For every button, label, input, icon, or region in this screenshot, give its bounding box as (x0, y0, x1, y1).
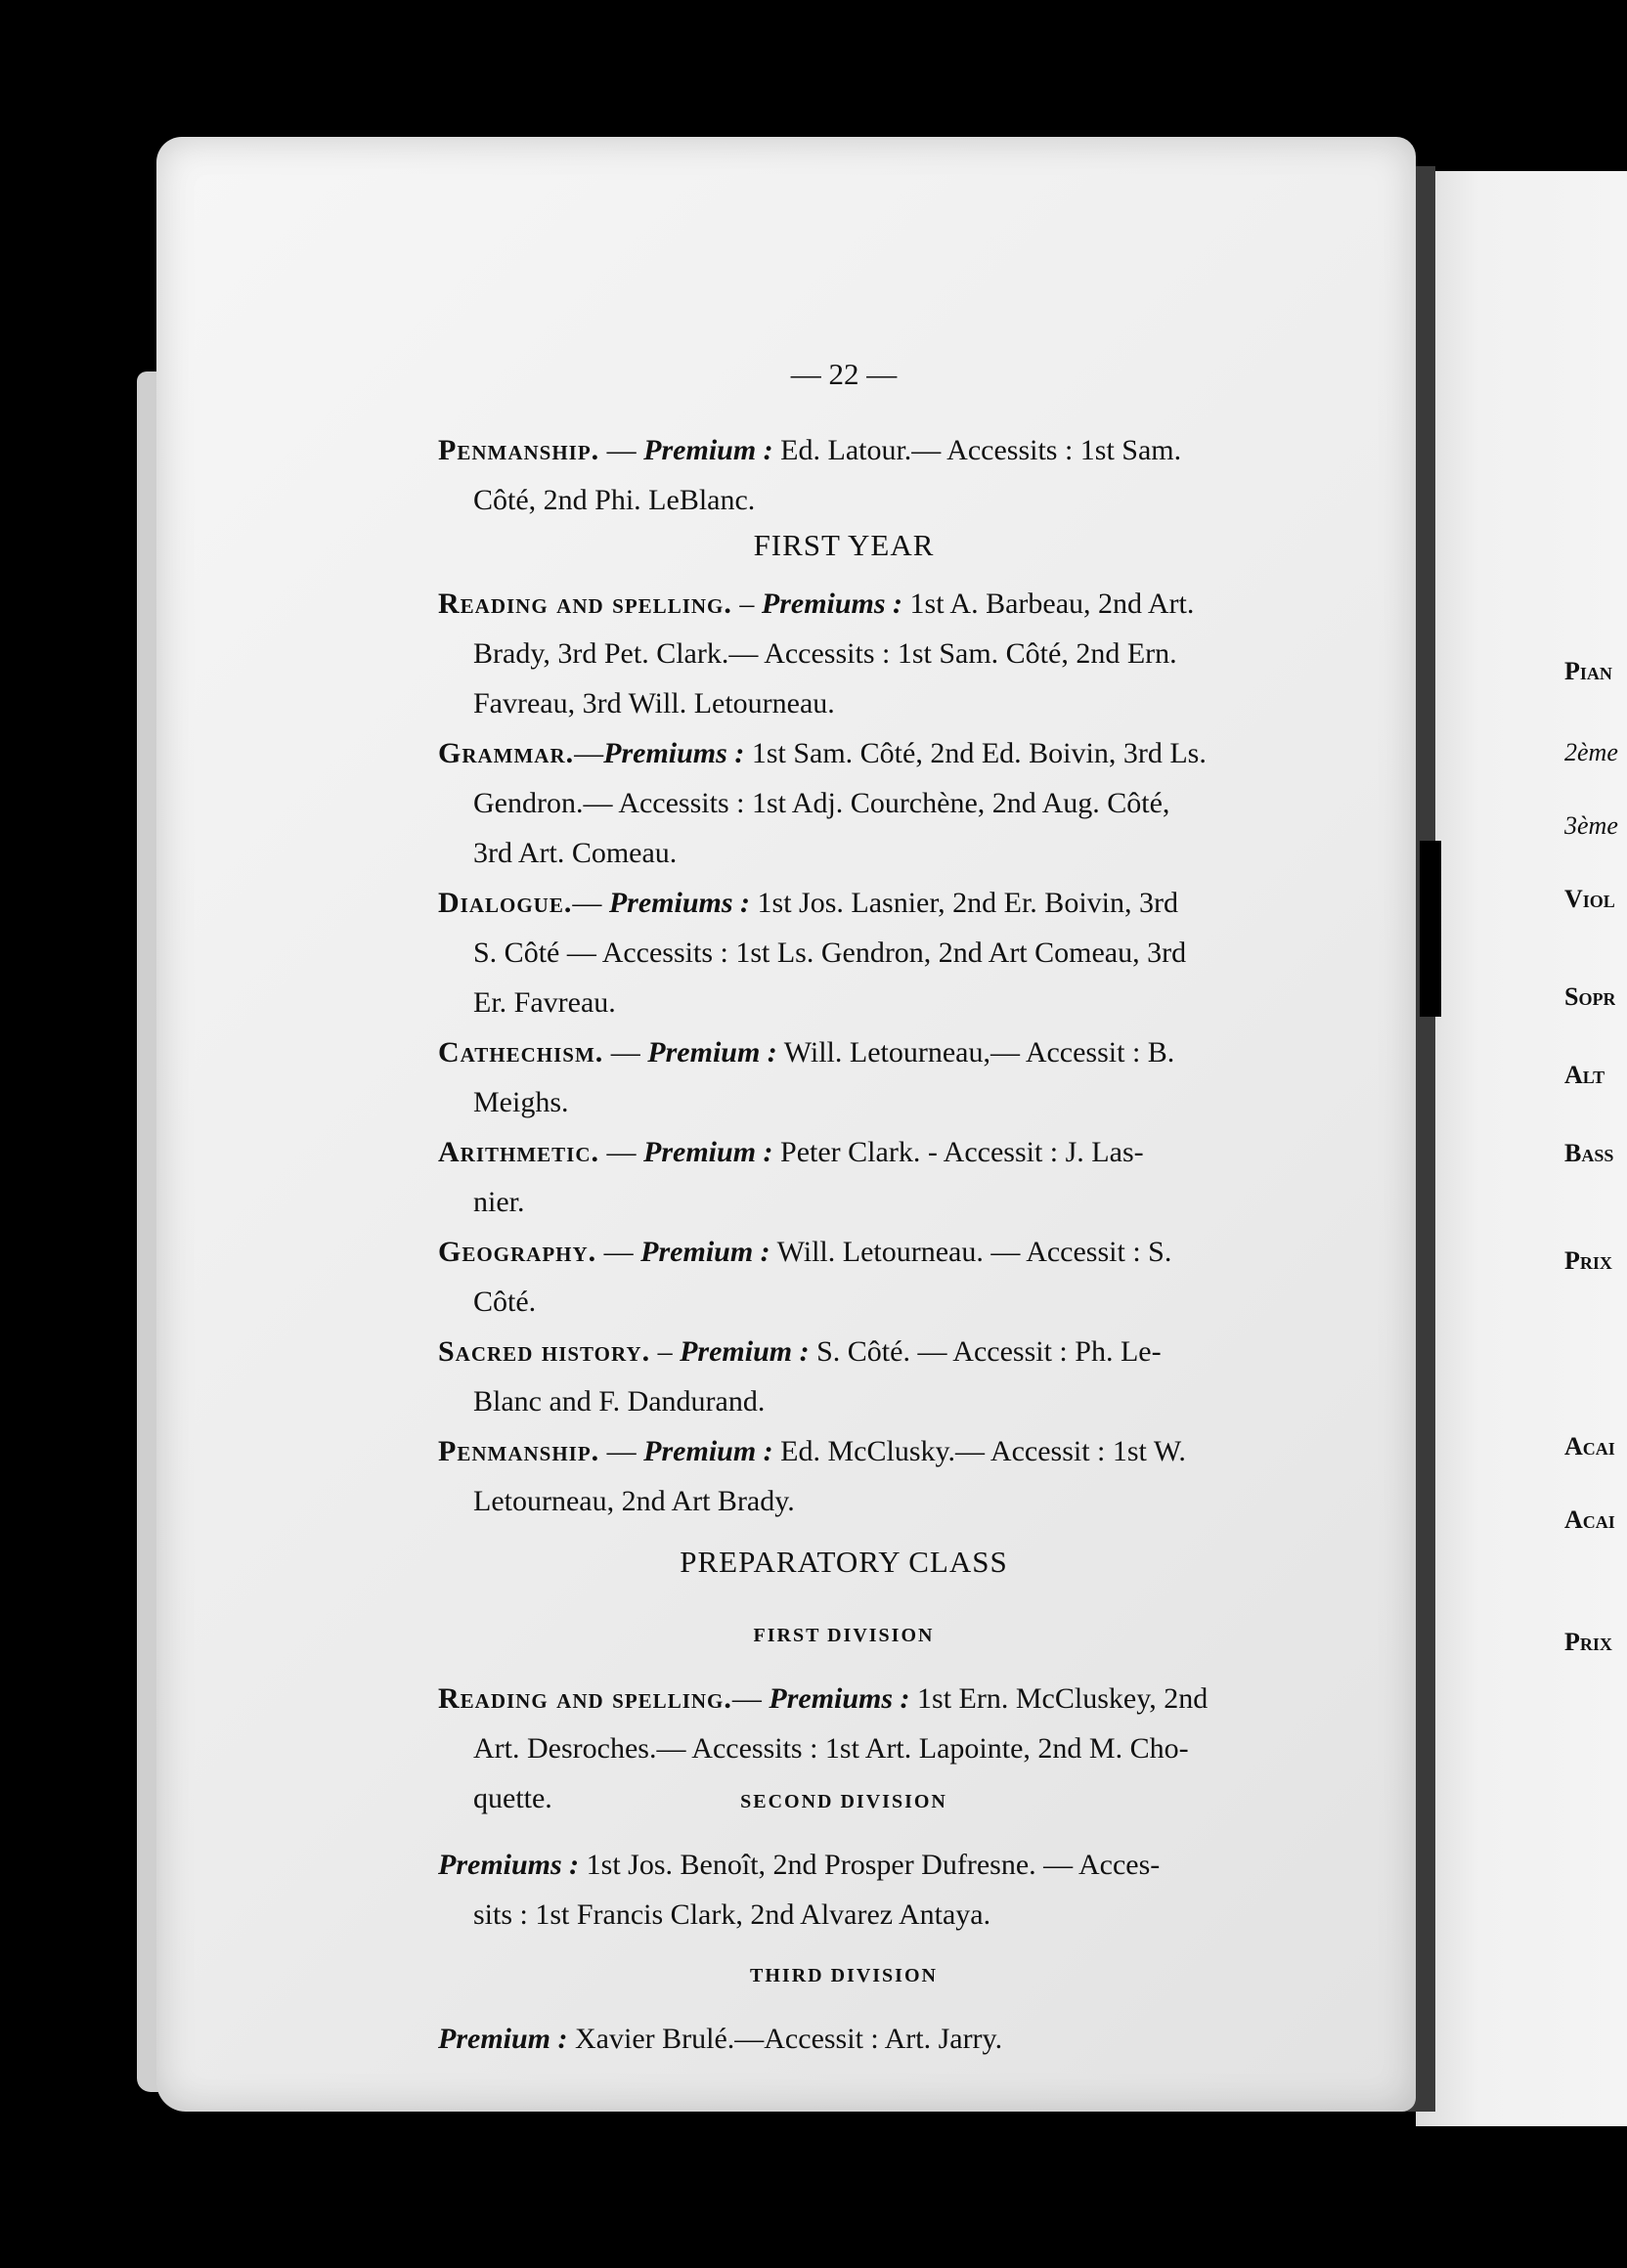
entry-label: Premium : (643, 434, 773, 466)
entry-cathechism: Cathechism. — Premium : Will. Letourneau,— Accessit : B. Meighs. (438, 1036, 1175, 1118)
subheading-second-division: SECOND DIVISION (740, 1791, 947, 1812)
entry-penmanship: Penmanship. — Premium : Ed. McClusky.— Accessit : 1st W. Letourneau, 2nd Art Brady. (438, 1435, 1186, 1517)
entry-penmanship-top: Penmanship. — Premium : Ed. Latour.— Accessits : 1st Sam. Côté, 2nd Phi. LeBlanc. (438, 425, 1240, 525)
entry-first-division: Reading and spelling.— Premiums : 1st Ern. McCluskey, 2nd Art. Desroches.— Accessits : 1st Art. Lapointe, 2nd M. Cho- quette. (438, 1682, 1209, 1814)
page-number: — 22 — (790, 357, 898, 391)
entry-grammar: Grammar.—Premiums : 1st Sam. Côté, 2nd Ed. Boivin, 3rd Ls. Gendron.— Accessits : 1st Adj. Courchène, 2nd Aug. Côté, 3rd Art. Comeau. (438, 737, 1207, 869)
entry-subject: Penmanship. (438, 434, 600, 466)
entry-reading-spelling: Reading and spelling. – Premiums : 1st A. Barbeau, 2nd Art. Brady, 3rd Pet. Clark.— Accessits : 1st Sam. Côté, 2nd Ern. Favreau, 3rd Will. Letourneau. (438, 588, 1195, 720)
entry-geography: Geography. — Premium : Will. Letourneau. — Accessit : S. Côté. (438, 1236, 1172, 1318)
section-heading-first-year: FIRST YEAR (753, 528, 935, 562)
section-heading-preparatory: PREPARATORY CLASS (680, 1545, 1008, 1579)
spine-shadow (1420, 841, 1441, 1017)
entry-arithmetic: Arithmetic. — Premium : Peter Clark. - Accessit : J. Las- nier. (438, 1136, 1144, 1218)
subheading-third-division: THIRD DIVISION (750, 1965, 938, 1986)
entry-text: Ed. Latour.— Accessits : 1st Sam. (772, 434, 1182, 466)
entry-third-division: Premium : Xavier Brulé.—Accessit : Art. Jarry. (438, 2023, 1003, 2055)
entry-dialogue: Dialogue.— Premiums : 1st Jos. Lasnier, 2nd Er. Boivin, 3rd S. Côté — Accessits : 1st Ls. Gendron, 2nd Art Comeau, 3rd Er. Favreau. (438, 887, 1187, 1019)
subheading-first-division: FIRST DIVISION (753, 1625, 935, 1646)
entry-sacred-history: Sacred history. – Premium : S. Côté. — Accessit : Ph. Le- Blanc and F. Dandurand. (438, 1335, 1162, 1418)
entry-second-division: Premiums : 1st Jos. Benoît, 2nd Prosper Dufresne. — Acces- sits : 1st Francis Clark, 2nd Alvarez Antaya. (438, 1849, 1161, 1931)
entry-text-continued: Côté, 2nd Phi. LeBlanc. (473, 484, 756, 516)
